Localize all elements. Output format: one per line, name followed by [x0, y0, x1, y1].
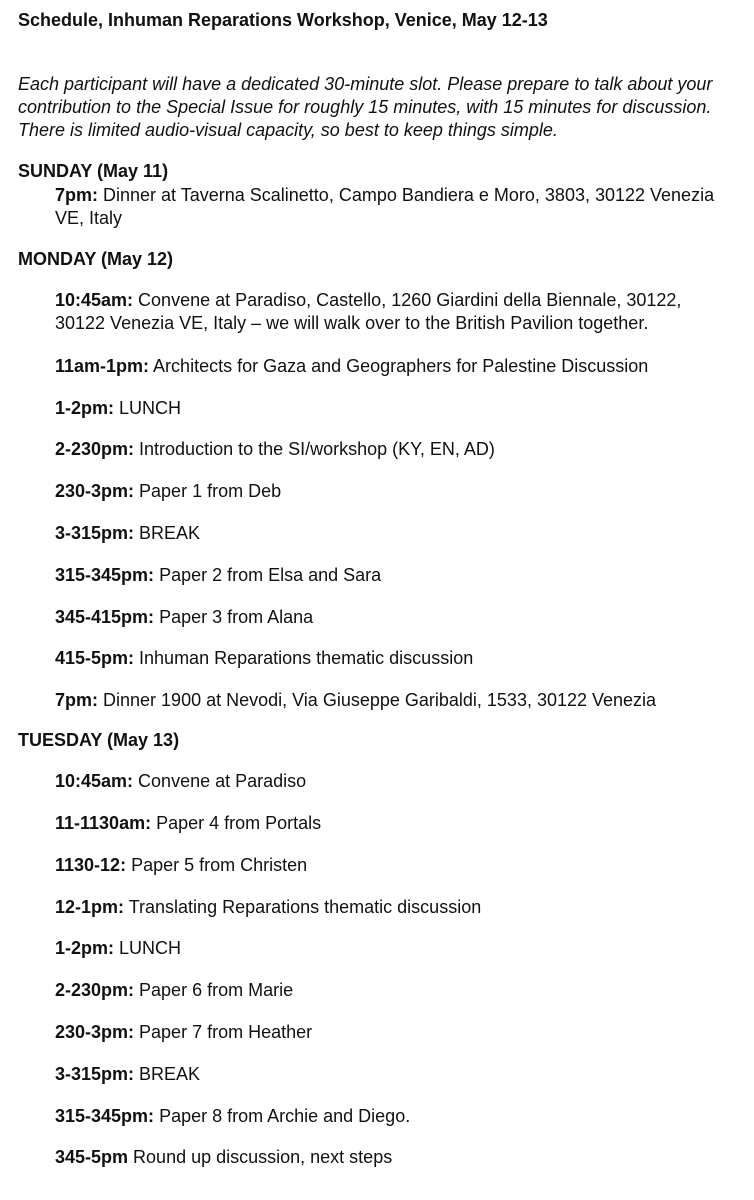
schedule-entry — [55, 979, 744, 1001]
entry-text: LUNCH — [114, 397, 182, 418]
entry-time: 3-315pm: — [55, 1063, 135, 1084]
entry-text: Translating Reparations thematic discussion — [124, 896, 482, 917]
schedule-entry — [55, 289, 735, 335]
entry-text: Paper 4 from Portals — [151, 812, 322, 833]
entry-time: 12-1pm: — [55, 896, 125, 917]
entry-time: 10:45am: — [55, 290, 134, 310]
entry-time: 1130-12: — [55, 854, 127, 875]
entry-time: 11-1130am: — [55, 812, 152, 833]
entry-time: 345-5pm — [55, 1147, 129, 1168]
schedule-entry — [55, 480, 744, 502]
day-heading-monday: MONDAY (May 12) — [18, 249, 174, 269]
entry-text: Paper 8 from Archie and Diego. — [154, 1105, 411, 1126]
entry-time: 1-2pm: — [55, 938, 115, 959]
entry-text: Inhuman Reparations thematic discussion — [134, 648, 474, 669]
entry-text: BREAK — [134, 522, 201, 543]
entry-text: Paper 7 from Heather — [134, 1021, 313, 1042]
entry-text: Architects for Gaza and Geographers for Palestine Discussion — [149, 355, 649, 376]
entry-time: 7pm: — [55, 185, 99, 205]
schedule-entry — [55, 355, 744, 377]
monday-schedule — [18, 289, 744, 711]
entry-text: BREAK — [134, 1063, 201, 1084]
entry-time: 230-3pm: — [55, 481, 135, 502]
entry-time: 3-315pm: — [55, 522, 135, 543]
entry-time: 415-5pm: — [55, 648, 135, 669]
entry-text: Dinner at Taverna Scalinetto, Campo Bandiera e Moro, 3803, 30122 Venezia VE, Italy — [55, 185, 715, 228]
schedule-entry — [55, 522, 744, 544]
entry-text: Introduction to the SI/workshop (KY, EN, AD) — [134, 439, 495, 460]
schedule-entry — [55, 896, 744, 918]
entry-time: 315-345pm: — [55, 1105, 155, 1126]
schedule-entry — [55, 1021, 744, 1043]
entry-text: Paper 2 from Elsa and Sara — [154, 564, 382, 585]
entry-time: 2-230pm: — [55, 439, 135, 460]
schedule-entry — [55, 1063, 744, 1085]
schedule-entry — [55, 689, 744, 711]
day-heading-tuesday: TUESDAY (May 13) — [18, 730, 180, 751]
schedule-entry — [55, 1146, 744, 1168]
schedule-entry — [55, 1105, 744, 1127]
schedule-entry — [55, 854, 744, 876]
entry-text: Paper 1 from Deb — [134, 481, 282, 502]
schedule-entry — [55, 184, 725, 230]
schedule-entry — [55, 937, 744, 959]
schedule-entry — [55, 770, 744, 792]
entry-time: 7pm: — [55, 690, 99, 711]
entry-time: 2-230pm: — [55, 980, 135, 1001]
entry-text: Round up discussion, next steps — [128, 1147, 393, 1168]
schedule-entry — [55, 564, 744, 586]
entry-text: Convene at Paradiso — [133, 771, 307, 792]
entry-time: 230-3pm: — [55, 1021, 135, 1042]
schedule-entry — [55, 647, 744, 669]
entry-time: 1-2pm: — [55, 397, 115, 418]
entry-time: 345-415pm: — [55, 606, 155, 627]
schedule-entry — [55, 397, 744, 419]
schedule-entry — [55, 812, 744, 834]
entry-time: 11am-1pm: — [55, 355, 150, 376]
entry-text: Convene at Paradiso, Castello, 1260 Giardini della Biennale, 30122, 30122 Venezia VE, Italy – we will walk over to the British Pavilion together. — [55, 290, 682, 333]
intro-paragraph: Each participant will have a dedicated 30-minute slot. Please prepare to talk about your contribution to the Special Issue for roughly 15 minutes, with 15 minutes for discussion. There is limited audio-visual capacity, so best to keep things simple. — [18, 74, 713, 140]
entry-text: Dinner 1900 at Nevodi, Via Giuseppe Garibaldi, 1533, 30122 Venezia — [98, 690, 657, 711]
entry-time: 10:45am: — [55, 771, 134, 792]
document-title: Schedule, Inhuman Reparations Workshop, Venice, May 12-13 — [18, 10, 548, 30]
entry-text: Paper 6 from Marie — [134, 980, 294, 1001]
entry-text: Paper 5 from Christen — [126, 854, 308, 875]
day-heading-sunday: SUNDAY (May 11) — [18, 161, 169, 181]
schedule-entry — [55, 438, 744, 460]
tuesday-schedule — [18, 770, 744, 1168]
entry-text: LUNCH — [114, 938, 182, 959]
entry-time: 315-345pm: — [55, 564, 155, 585]
schedule-entry — [55, 606, 744, 628]
entry-text: Paper 3 from Alana — [154, 606, 314, 627]
